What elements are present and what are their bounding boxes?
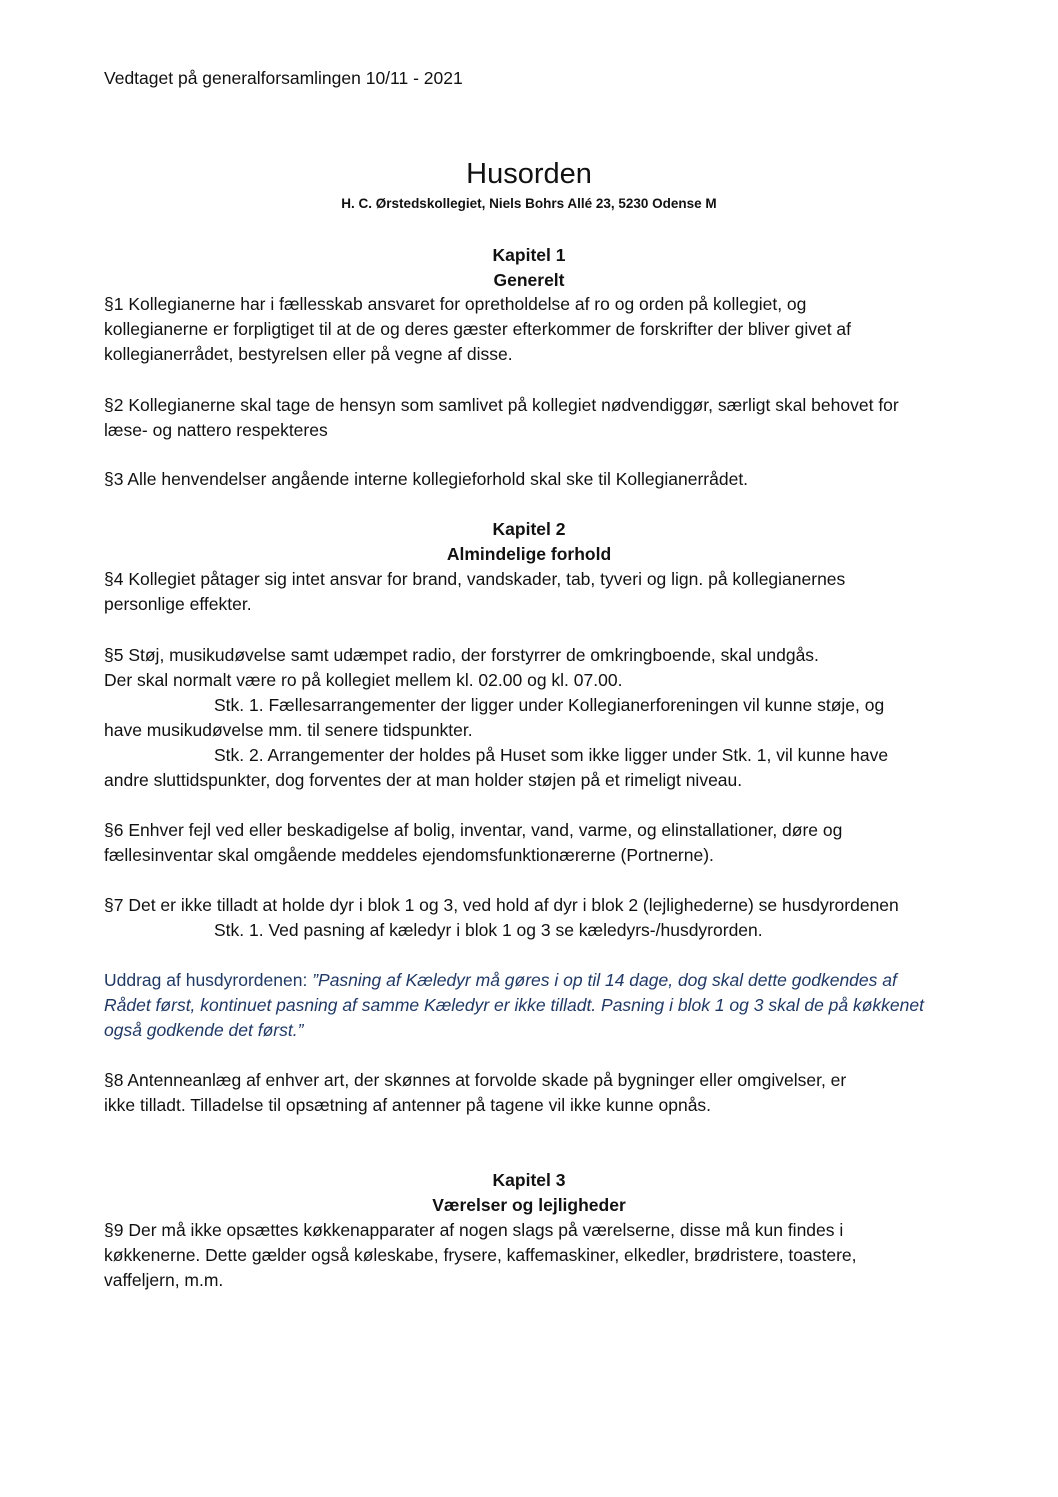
paragraph-line: §3 Alle henvendelser angående interne kollegieforhold skal ske til Kollegianerrådet.	[104, 469, 749, 489]
paragraph-line: §7 Det er ikke tilladt at holde dyr i blok 1 og 3, ved hold af dyr i blok 2 (lejlighederne) se husdyrordenen	[104, 895, 899, 915]
paragraph-8	[104, 1068, 964, 1118]
paragraph-line: Stk. 1. Fællesarrangementer der ligger under Kollegianerforeningen vil kunne støje, og	[214, 695, 885, 715]
excerpt-text: også godkende det først.”	[104, 1020, 304, 1040]
chapter-3-number: Kapitel 3	[492, 1170, 566, 1190]
adoption-note: Vedtaget på generalforsamlingen 10/11 - 2021	[104, 68, 463, 88]
paragraph-line: køkkenerne. Dette gælder også køleskabe, frysere, kaffemaskiner, elkedler, brødristere, toastere,	[104, 1245, 857, 1265]
paragraph-line	[104, 968, 964, 993]
chapter-3-title: Værelser og lejligheder	[432, 1195, 626, 1215]
document-title: Husorden	[466, 158, 592, 190]
paragraph-line: andre sluttidspunkter, dog forventes der at man holder støjen på et rimeligt niveau.	[104, 770, 743, 790]
paragraph-3	[104, 467, 964, 492]
paragraph-line: kollegianerne er forpligtiget til at de og deres gæster efterkommer de forskrifter der bliver givet af	[104, 319, 852, 339]
paragraph-line	[104, 993, 964, 1018]
paragraph-4	[104, 567, 964, 617]
paragraph-line: §5 Støj, musikudøvelse samt udæmpet radio, der forstyrrer de omkringboende, skal undgås.	[104, 645, 819, 665]
chapter-2-number: Kapitel 2	[492, 519, 566, 539]
paragraph-line: §8 Antenneanlæg af enhver art, der skønnes at forvolde skade på bygninger eller omgivelser, er	[104, 1070, 847, 1090]
document-subtitle: H. C. Ørstedskollegiet, Niels Bohrs Allé 23, 5230 Odense M	[341, 196, 717, 211]
paragraph-line: Stk. 1. Ved pasning af kæledyr i blok 1 og 3 se kæledyrs-/husdyrorden.	[214, 920, 763, 940]
pet-rules-excerpt	[104, 968, 964, 1043]
excerpt-text: Rådet først, kontinuet pasning af samme Kæledyr er ikke tilladt. Pasning i blok 1 og 3 skal de på køkkenet	[104, 995, 924, 1015]
excerpt-text: ”Pasning af Kæledyr må gøres i op til 14 dage, dog skal dette godkendes af	[312, 970, 897, 990]
paragraph-line: fællesinventar skal omgående meddeles ejendomsfunktionærerne (Portnerne).	[104, 845, 714, 865]
paragraph-2	[104, 393, 964, 443]
paragraph-line: ikke tilladt. Tilladelse til opsætning af antenner på tagene vil ikke kunne opnås.	[104, 1095, 712, 1115]
excerpt-label: Uddrag af husdyrordenen:	[104, 970, 313, 990]
paragraph-9	[104, 1218, 964, 1293]
chapter-2-title: Almindelige forhold	[446, 544, 612, 564]
paragraph-line: §6 Enhver fejl ved eller beskadigelse af bolig, inventar, vand, varme, og elinstallationer, døre og	[104, 820, 843, 840]
paragraph-line: læse- og nattero respekteres	[104, 420, 328, 440]
paragraph-line: §4 Kollegiet påtager sig intet ansvar for brand, vandskader, tab, tyveri og lign. på kollegianernes	[104, 569, 846, 589]
paragraph-line: §9 Der må ikke opsættes køkkenapparater af nogen slags på værelserne, disse må kun findes i	[104, 1220, 844, 1240]
paragraph-line: Stk. 2. Arrangementer der holdes på Huset som ikke ligger under Stk. 1, vil kunne have	[214, 745, 889, 765]
paragraph-line: vaffeljern, m.m.	[104, 1270, 224, 1290]
paragraph-5	[104, 643, 964, 793]
paragraph-7	[104, 893, 984, 943]
paragraph-line: Der skal normalt være ro på kollegiet mellem kl. 02.00 og kl. 07.00.	[104, 670, 623, 690]
paragraph-line: §1 Kollegianerne har i fællesskab ansvaret for opretholdelse af ro og orden på kollegiet, og	[104, 294, 807, 314]
paragraph-line	[104, 1018, 964, 1043]
chapter-1-number: Kapitel 1	[492, 245, 566, 265]
paragraph-line: personlige effekter.	[104, 594, 252, 614]
paragraph-1	[104, 292, 964, 367]
chapter-1-title: Generelt	[493, 270, 565, 290]
paragraph-line: kollegianerrådet, bestyrelsen eller på vegne af disse.	[104, 344, 513, 364]
paragraph-6	[104, 818, 964, 868]
paragraph-line: have musikudøvelse mm. til senere tidspunkter.	[104, 720, 473, 740]
paragraph-line: §2 Kollegianerne skal tage de hensyn som samlivet på kollegiet nødvendiggør, særligt skal behovet for	[104, 395, 899, 415]
